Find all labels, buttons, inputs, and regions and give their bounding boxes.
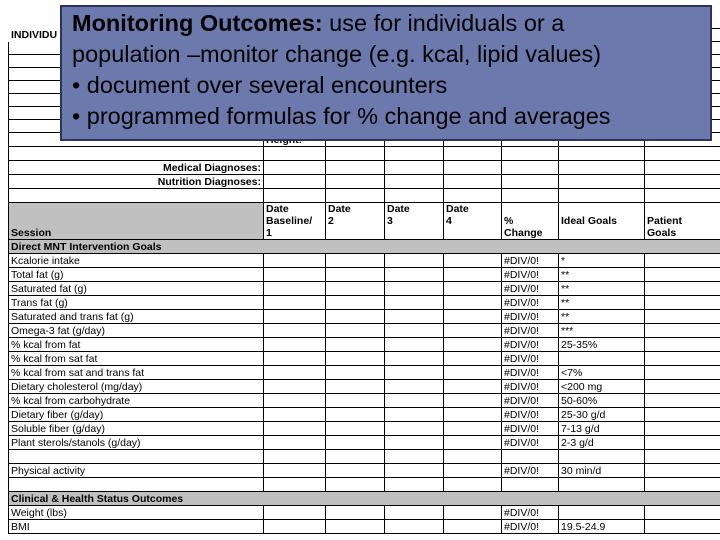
- date3-cell[interactable]: [385, 436, 444, 450]
- date1-cell[interactable]: [264, 296, 326, 310]
- date3-cell[interactable]: [385, 296, 444, 310]
- date4-cell[interactable]: [444, 268, 502, 282]
- patient-goal-cell[interactable]: [645, 254, 720, 268]
- patient-goal-cell[interactable]: [645, 352, 720, 366]
- patient-goal-cell[interactable]: [645, 436, 720, 450]
- date1-cell[interactable]: [264, 324, 326, 338]
- table-row: [9, 436, 720, 450]
- date2-cell[interactable]: [326, 254, 385, 268]
- date3-cell[interactable]: [385, 394, 444, 408]
- ideal-goal-cell: 30 min/d: [559, 464, 645, 478]
- date4-cell[interactable]: [444, 310, 502, 324]
- table-row: [9, 338, 720, 352]
- ideal-goal-cell: **: [559, 268, 645, 282]
- date3-cell[interactable]: [385, 506, 444, 520]
- table-row: [9, 366, 720, 380]
- date2-cell[interactable]: [326, 436, 385, 450]
- section-mnt-goals: Direct MNT Intervention Goals: [9, 240, 720, 254]
- row-label: Saturated fat (g): [9, 282, 264, 296]
- patient-goal-cell[interactable]: [645, 338, 720, 352]
- date1-cell[interactable]: [264, 394, 326, 408]
- patient-goal-cell[interactable]: [645, 282, 720, 296]
- patient-goal-cell[interactable]: [645, 296, 720, 310]
- date1-cell[interactable]: [264, 282, 326, 296]
- slide-bullet-1: • document over several encounters: [72, 72, 448, 98]
- date3-cell[interactable]: [385, 282, 444, 296]
- header-row: [9, 203, 720, 240]
- date2-cell[interactable]: [326, 464, 385, 478]
- date1-cell[interactable]: [264, 520, 326, 534]
- row-label: Saturated and trans fat (g): [9, 310, 264, 324]
- pct-change-cell: #DIV/0!: [502, 380, 559, 394]
- section-clinical-outcomes: Clinical & Health Status Outcomes: [9, 492, 720, 506]
- table-row: [9, 520, 720, 534]
- ideal-goal-cell: [559, 506, 645, 520]
- date3-cell[interactable]: [385, 422, 444, 436]
- date3-cell[interactable]: [385, 464, 444, 478]
- date4-cell[interactable]: [444, 338, 502, 352]
- pct-change-cell: #DIV/0!: [502, 268, 559, 282]
- date3-cell[interactable]: [385, 324, 444, 338]
- date1-cell[interactable]: [264, 268, 326, 282]
- table-row: [9, 464, 720, 478]
- pct-change-cell: #DIV/0!: [502, 464, 559, 478]
- patient-goal-cell[interactable]: [645, 520, 720, 534]
- date2-cell[interactable]: [326, 310, 385, 324]
- date2-cell[interactable]: [326, 408, 385, 422]
- ideal-goal-cell: **: [559, 296, 645, 310]
- pct-change-cell: #DIV/0!: [502, 296, 559, 310]
- row-label: % kcal from fat: [9, 338, 264, 352]
- pct-change-cell: #DIV/0!: [502, 408, 559, 422]
- date4-cell[interactable]: [444, 282, 502, 296]
- ideal-goal-cell: ***: [559, 324, 645, 338]
- date4-cell[interactable]: [444, 380, 502, 394]
- date1-header: Date Baseline/ 1: [264, 203, 326, 240]
- table-row: [9, 380, 720, 394]
- date4-cell[interactable]: [444, 520, 502, 534]
- date3-cell[interactable]: [385, 520, 444, 534]
- table-row: [9, 296, 720, 310]
- table-row: [9, 310, 720, 324]
- patient-goal-cell[interactable]: [645, 506, 720, 520]
- date4-cell[interactable]: [444, 408, 502, 422]
- date1-cell[interactable]: [264, 254, 326, 268]
- date2-cell[interactable]: [326, 520, 385, 534]
- date4-cell[interactable]: [444, 422, 502, 436]
- row-label: Dietary cholesterol (mg/day): [9, 380, 264, 394]
- row-label: Total fat (g): [9, 268, 264, 282]
- pct-change-cell: #DIV/0!: [502, 338, 559, 352]
- table-row: [9, 408, 720, 422]
- ideal-goal-cell: 7-13 g/d: [559, 422, 645, 436]
- nutrition-diagnoses-label: Nutrition Diagnoses:: [9, 175, 264, 189]
- table-row: [9, 324, 720, 338]
- pct-change-cell: #DIV/0!: [502, 436, 559, 450]
- pct-change-cell: #DIV/0!: [502, 366, 559, 380]
- patient-goal-cell[interactable]: [645, 366, 720, 380]
- date1-cell[interactable]: [264, 310, 326, 324]
- ideal-goal-cell: 25-30 g/d: [559, 408, 645, 422]
- row-label: Omega-3 fat (g/day): [9, 324, 264, 338]
- date1-cell[interactable]: [264, 408, 326, 422]
- session-header: Session: [9, 203, 264, 240]
- date3-header: Date 3: [385, 203, 444, 240]
- date2-cell[interactable]: [326, 324, 385, 338]
- date2-header: Date 2: [326, 203, 385, 240]
- patient-goal-cell[interactable]: [645, 422, 720, 436]
- date1-cell[interactable]: [264, 380, 326, 394]
- table-row: [9, 422, 720, 436]
- row-label: % kcal from sat fat: [9, 352, 264, 366]
- pct-change-cell: #DIV/0!: [502, 506, 559, 520]
- slide-bullet-2: • programmed formulas for % change and averages: [72, 103, 611, 129]
- pct-change-header: % Change: [502, 203, 559, 240]
- date2-cell[interactable]: [326, 422, 385, 436]
- date4-cell[interactable]: [444, 296, 502, 310]
- ideal-goal-cell: 25-35%: [559, 338, 645, 352]
- date4-cell[interactable]: [444, 366, 502, 380]
- table-row: [9, 268, 720, 282]
- row-label: % kcal from carbohydrate: [9, 394, 264, 408]
- date1-cell[interactable]: [264, 436, 326, 450]
- row-label: Physical activity: [9, 464, 264, 478]
- patient-goal-cell[interactable]: [645, 380, 720, 394]
- row-label: Trans fat (g): [9, 296, 264, 310]
- table-row: [9, 506, 720, 520]
- medical-diagnoses-field[interactable]: [264, 161, 326, 175]
- date4-cell[interactable]: [444, 506, 502, 520]
- table-row: [9, 352, 720, 366]
- patient-goals-header: Patient Goals: [645, 203, 720, 240]
- ideal-goal-cell: *: [559, 254, 645, 268]
- date3-cell[interactable]: [385, 310, 444, 324]
- slide-heading: Monitoring Outcomes:: [72, 10, 323, 36]
- date4-cell[interactable]: [444, 254, 502, 268]
- date1-cell[interactable]: [264, 506, 326, 520]
- slide-line-2: population –monitor change (e.g. kcal, lipid values): [72, 41, 602, 67]
- date3-cell[interactable]: [385, 254, 444, 268]
- ideal-goal-cell: <7%: [559, 366, 645, 380]
- slide-text-box: [60, 5, 712, 141]
- patient-goal-cell[interactable]: [645, 268, 720, 282]
- pct-change-cell: #DIV/0!: [502, 282, 559, 296]
- slide-heading-rest: use for individuals or a: [322, 10, 565, 36]
- pct-change-cell: #DIV/0!: [502, 394, 559, 408]
- date4-cell[interactable]: [444, 436, 502, 450]
- date3-cell[interactable]: [385, 338, 444, 352]
- date3-cell[interactable]: [385, 408, 444, 422]
- pct-change-cell: #DIV/0!: [502, 324, 559, 338]
- row-label: Plant sterols/stanols (g/day): [9, 436, 264, 450]
- row-label: Soluble fiber (g/day): [9, 422, 264, 436]
- date2-cell[interactable]: [326, 268, 385, 282]
- pct-change-cell: #DIV/0!: [502, 422, 559, 436]
- ideal-goal-cell: 19.5-24.9: [559, 520, 645, 534]
- row-label: Kcalorie intake: [9, 254, 264, 268]
- ideal-goal-cell: 50-60%: [559, 394, 645, 408]
- date3-cell[interactable]: [385, 380, 444, 394]
- ideal-goal-cell: **: [559, 310, 645, 324]
- ideal-goal-cell: <200 mg: [559, 380, 645, 394]
- patient-goal-cell[interactable]: [645, 310, 720, 324]
- date1-cell[interactable]: [264, 366, 326, 380]
- date3-cell[interactable]: [385, 352, 444, 366]
- date2-cell[interactable]: [326, 394, 385, 408]
- pct-change-cell: #DIV/0!: [502, 310, 559, 324]
- table-row: [9, 254, 720, 268]
- pct-change-cell: #DIV/0!: [502, 352, 559, 366]
- ideal-goals-header: Ideal Goals: [559, 203, 645, 240]
- date2-cell[interactable]: [326, 506, 385, 520]
- date2-cell[interactable]: [326, 366, 385, 380]
- row-label: Dietary fiber (g/day): [9, 408, 264, 422]
- patient-goal-cell[interactable]: [645, 464, 720, 478]
- date2-cell[interactable]: [326, 338, 385, 352]
- date4-header: Date 4: [444, 203, 502, 240]
- row-label: % kcal from sat and trans fat: [9, 366, 264, 380]
- date2-cell[interactable]: [326, 296, 385, 310]
- date3-cell[interactable]: [385, 268, 444, 282]
- date1-cell[interactable]: [264, 352, 326, 366]
- date4-cell[interactable]: [444, 352, 502, 366]
- partial-label: INDIVIDU: [11, 29, 58, 41]
- date4-cell[interactable]: [444, 464, 502, 478]
- date2-cell[interactable]: [326, 352, 385, 366]
- nutrition-diagnoses-field[interactable]: [264, 175, 326, 189]
- row-label: BMI: [9, 520, 264, 534]
- date2-cell[interactable]: [326, 380, 385, 394]
- pct-change-cell: #DIV/0!: [502, 520, 559, 534]
- row-label: Weight (lbs): [9, 506, 264, 520]
- pct-change-cell: #DIV/0!: [502, 254, 559, 268]
- date4-cell[interactable]: [444, 394, 502, 408]
- table-row: [9, 394, 720, 408]
- date1-cell[interactable]: [264, 464, 326, 478]
- ideal-goal-cell: **: [559, 282, 645, 296]
- ideal-goal-cell: 2-3 g/d: [559, 436, 645, 450]
- patient-goal-cell[interactable]: [645, 394, 720, 408]
- patient-goal-cell[interactable]: [645, 408, 720, 422]
- table-row: [9, 282, 720, 296]
- patient-goal-cell[interactable]: [645, 324, 720, 338]
- date2-cell[interactable]: [326, 282, 385, 296]
- date3-cell[interactable]: [385, 366, 444, 380]
- date4-cell[interactable]: [444, 324, 502, 338]
- date1-cell[interactable]: [264, 338, 326, 352]
- date1-cell[interactable]: [264, 422, 326, 436]
- ideal-goal-cell: [559, 352, 645, 366]
- medical-diagnoses-label: Medical Diagnoses:: [9, 161, 264, 175]
